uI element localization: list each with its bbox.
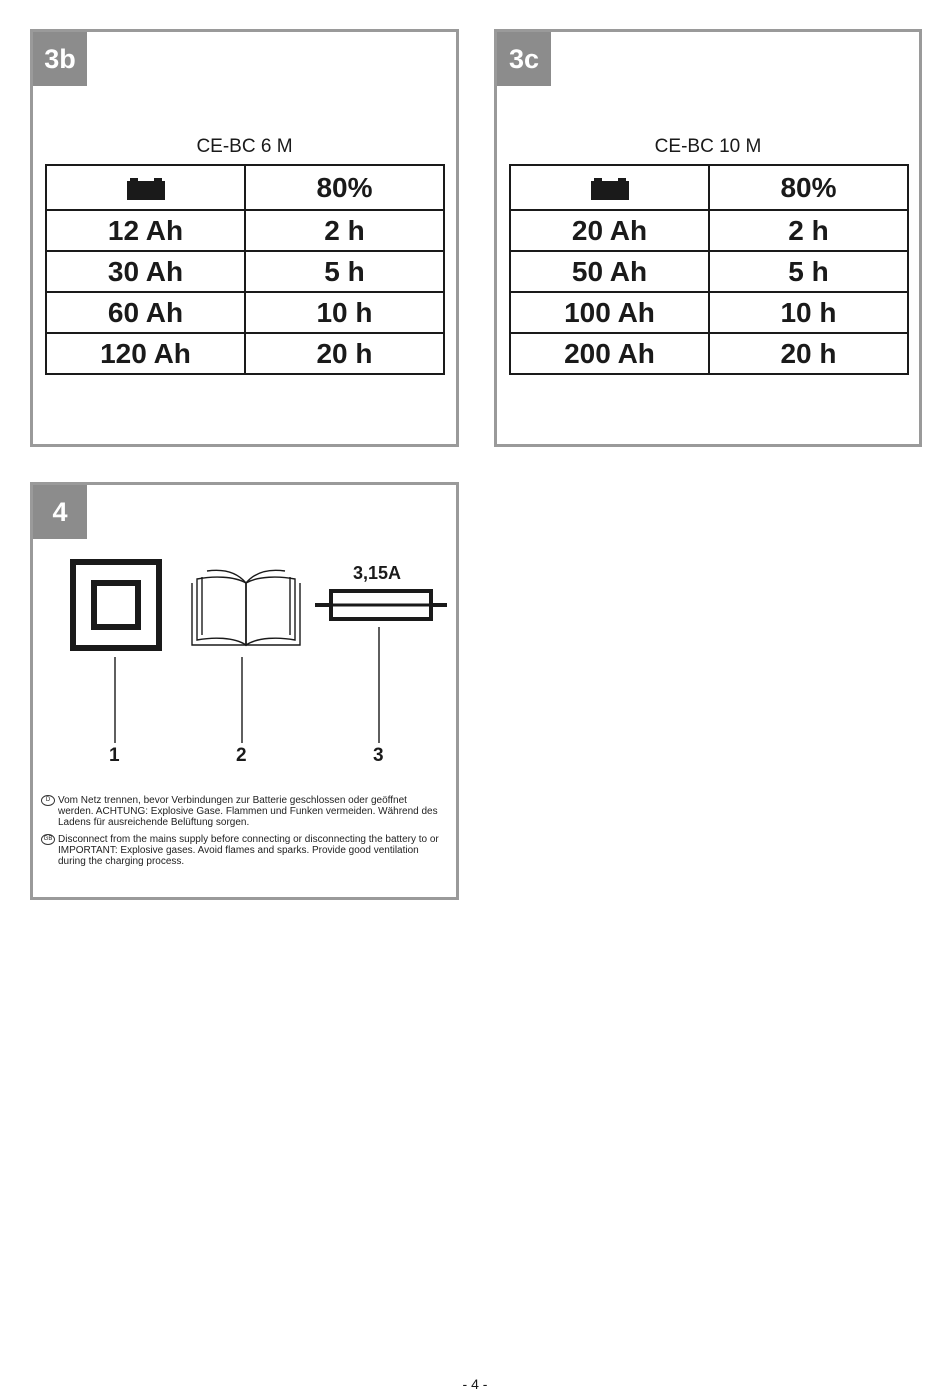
time-cell: 20 h [245, 333, 444, 374]
table-header-row [46, 165, 444, 210]
capacity-cell: 50 Ah [510, 251, 709, 292]
table-row [510, 292, 908, 333]
capacity-cell: 12 Ah [46, 210, 245, 251]
model-title: CE-BC 6 M [196, 136, 293, 157]
table-row [46, 292, 444, 333]
table-row [510, 210, 908, 251]
capacity-cell: 120 Ah [46, 333, 245, 374]
capacity-cell: 200 Ah [510, 333, 709, 374]
time-cell: 5 h [709, 251, 908, 292]
time-cell: 20 h [709, 333, 908, 374]
panel-3c [494, 29, 922, 447]
language-flag-gb: GB [41, 834, 55, 845]
table-row [46, 251, 444, 292]
symbol-number-2: 2 [236, 745, 247, 766]
leader-lines [33, 485, 456, 745]
table-row [46, 333, 444, 374]
symbol-number-3: 3 [373, 745, 384, 766]
fuse-rating-label: 3,15A [353, 563, 402, 583]
panel-4 [30, 482, 459, 900]
symbol-number-1: 1 [109, 745, 120, 766]
capacity-cell: 30 Ah [46, 251, 245, 292]
page-number: - 4 - [462, 1376, 488, 1392]
charge-percent-header: 80% [709, 165, 908, 210]
safety-notes [41, 795, 441, 872]
safety-note-gb [41, 834, 441, 868]
battery-header-cell [46, 165, 245, 210]
charge-percent-header: 80% [245, 165, 444, 210]
panel-tag: 4 [33, 485, 87, 539]
charging-time-table [509, 164, 909, 375]
table-header-row [510, 165, 908, 210]
time-cell: 10 h [709, 292, 908, 333]
table-row [510, 333, 908, 374]
time-cell: 5 h [245, 251, 444, 292]
time-cell: 2 h [709, 210, 908, 251]
language-flag-de: D [41, 795, 55, 806]
table-row [510, 251, 908, 292]
panel-tag: 3c [497, 32, 551, 86]
capacity-cell: 20 Ah [510, 210, 709, 251]
capacity-cell: 100 Ah [510, 292, 709, 333]
panel-3b [30, 29, 459, 447]
safety-note-de [41, 795, 441, 829]
battery-header-cell [510, 165, 709, 210]
model-title: CE-BC 10 M [654, 136, 762, 157]
car-battery-icon [590, 177, 630, 201]
time-cell: 10 h [245, 292, 444, 333]
note-text: Disconnect from the mains supply before connecting or disconnecting the battery to or IMPORTANT: Explosive gases. Avoid flames and sparks. Provide good ventilation during the charging process. [58, 833, 439, 867]
note-text: Vom Netz trennen, bevor Verbindungen zur Batterie geschlossen oder geöffnet werden. ACHTUNG: Explosive Gase. Flammen und Funken vermeiden. Während des Ladens für ausreichende Belüftung sorgen. [58, 795, 438, 829]
charging-time-table [45, 164, 445, 375]
panel-tag: 3b [33, 32, 87, 86]
time-cell: 2 h [245, 210, 444, 251]
table-row [46, 210, 444, 251]
capacity-cell: 60 Ah [46, 292, 245, 333]
car-battery-icon [126, 177, 166, 201]
